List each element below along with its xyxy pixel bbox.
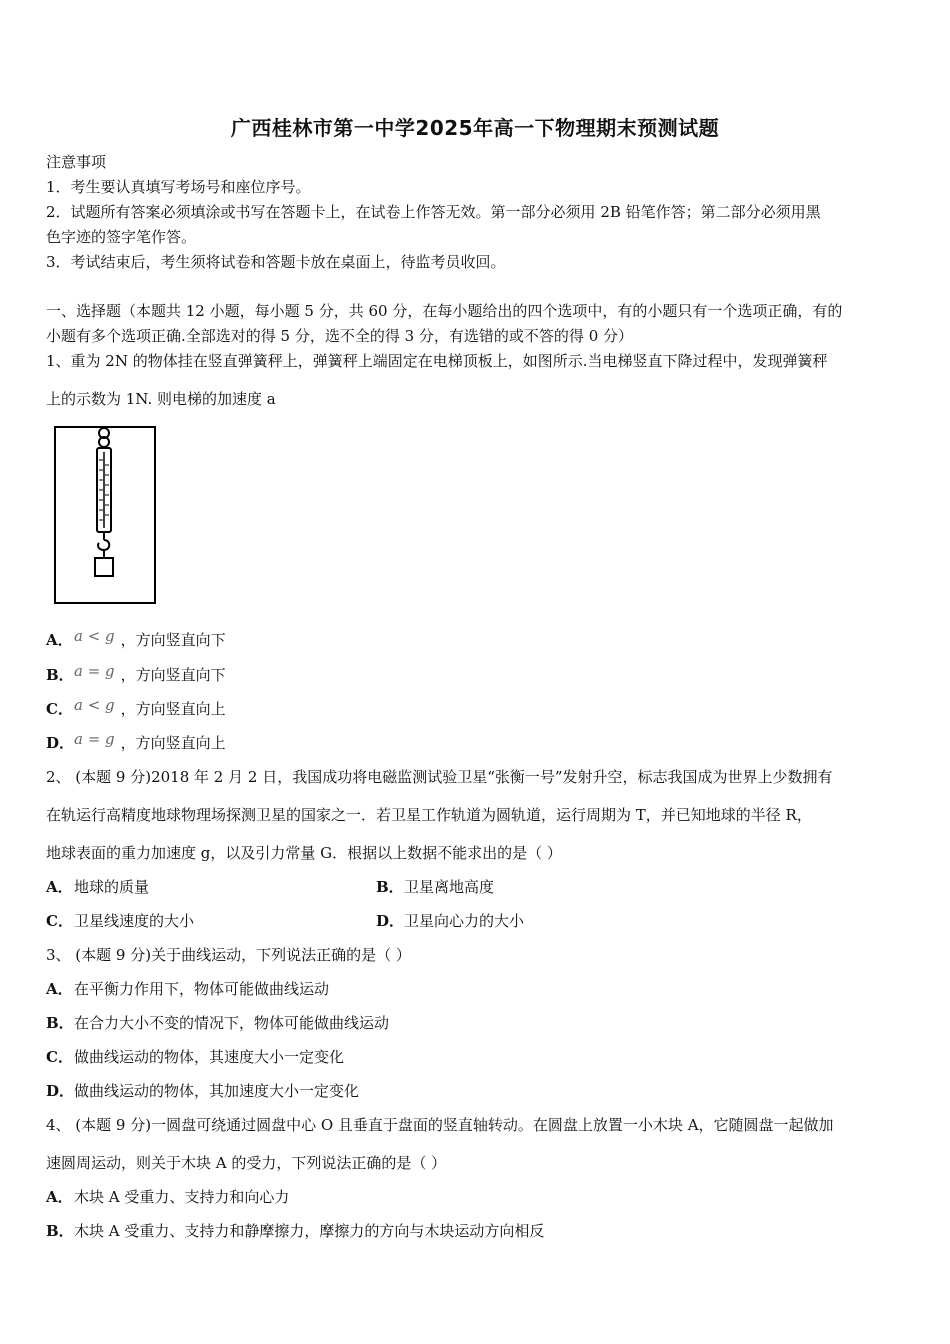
q3-stem-line-1: 3、 (本题 9 分)关于曲线运动，下列说法正确的是（ ） bbox=[46, 946, 411, 964]
q2-options-row-2 bbox=[46, 911, 906, 931]
q1-option-b[interactable]: B．a = g ，方向竖直向下 bbox=[46, 662, 226, 684]
q1-option-c-math: a < g bbox=[74, 696, 115, 714]
q1-option-a[interactable]: A．a < g ，方向竖直向下 bbox=[46, 627, 226, 649]
q3-option-c[interactable]: C．做曲线运动的物体，其速度大小一定变化 bbox=[46, 1048, 345, 1066]
q1-option-d-math: a = g bbox=[74, 730, 115, 748]
hanging-weight bbox=[95, 558, 113, 576]
q1-option-c[interactable]: C．a < g ，方向竖直向上 bbox=[46, 696, 226, 718]
notice-item-2: 2．试题所有答案必须填涂或书写在答题卡上，在试卷上作答无效。第一部分必须用 2B 铅笔作答；第二部分必须用黑 bbox=[46, 203, 821, 221]
q1-option-b-math: a = g bbox=[74, 662, 115, 680]
q1-option-a-math: a < g bbox=[74, 627, 115, 645]
spring-scale-figure bbox=[54, 426, 156, 604]
q2-stem-line-1: 2、 (本题 9 分)2018 年 2 月 2 日，我国成功将电磁监测试验卫星“张衡一号”发射升空，标志我国成为世界上少数拥有 bbox=[46, 768, 833, 786]
q2-option-d[interactable]: D．卫星向心力的大小 bbox=[376, 912, 525, 930]
q4-option-b[interactable]: B．木块 A 受重力、支持力和静摩擦力，摩擦力的方向与木块运动方向相反 bbox=[46, 1222, 545, 1240]
notice-item-2-cont: 色字迹的签字笔作答。 bbox=[46, 228, 197, 246]
q3-option-a[interactable]: A．在平衡力作用下，物体可能做曲线运动 bbox=[46, 980, 330, 998]
q2-option-c[interactable]: C．卫星线速度的大小 bbox=[46, 912, 195, 930]
section-heading-line-1: 一、选择题（本题共 12 小题，每小题 5 分，共 60 分，在每小题给出的四个选项中，有的小题只有一个选项正确，有的 bbox=[46, 302, 843, 320]
spring-scale bbox=[97, 428, 111, 558]
q1-option-d[interactable]: D．a = g ，方向竖直向上 bbox=[46, 730, 226, 752]
q4-stem-line-1: 4、 (本题 9 分)一圆盘可绕通过圆盘中心 O 且垂直于盘面的竖直轴转动。在圆盘上放置一小木块 A，它随圆盘一起做加 bbox=[46, 1116, 834, 1134]
q4-option-a[interactable]: A．木块 A 受重力、支持力和向心力 bbox=[46, 1188, 290, 1206]
notice-heading: 注意事项 bbox=[46, 153, 107, 171]
q3-option-b[interactable]: B．在合力大小不变的情况下，物体可能做曲线运动 bbox=[46, 1014, 390, 1032]
q4-stem-line-2: 速圆周运动，则关于木块 A 的受力，下列说法正确的是（ ） bbox=[46, 1154, 447, 1172]
q2-stem-line-2: 在轨运行高精度地球物理场探测卫星的国家之一．若卫星工作轨道为圆轨道，运行周期为 T，并已知地球的半径 R， bbox=[46, 806, 812, 824]
q2-stem-line-3: 地球表面的重力加速度 g，以及引力常量 G．根据以上数据不能求出的是（ ） bbox=[46, 844, 562, 862]
page-title: 广西桂林市第一中学2025年高一下物理期末预测试题 bbox=[230, 116, 720, 140]
q2-option-b[interactable]: B．卫星离地高度 bbox=[376, 878, 495, 896]
q2-options-row-1 bbox=[46, 877, 906, 897]
q2-option-a[interactable]: A．地球的质量 bbox=[46, 878, 150, 896]
notice-item-3: 3．考试结束后，考生须将试卷和答题卡放在桌面上，待监考员收回。 bbox=[46, 253, 506, 271]
q1-stem-line-1: 1、重为 2N 的物体挂在竖直弹簧秤上，弹簧秤上端固定在电梯顶板上，如图所示.当电梯竖直下降过程中，发现弹簧秤 bbox=[46, 352, 828, 370]
notice-item-1: 1．考生要认真填写考场号和座位序号。 bbox=[46, 178, 311, 196]
section-heading-line-2: 小题有多个选项正确.全部选对的得 5 分，选不全的得 3 分，有选错的或不答的得 0 分） bbox=[46, 327, 634, 345]
q1-stem-line-2: 上的示数为 1N. 则电梯的加速度 a bbox=[46, 390, 276, 408]
q3-option-d[interactable]: D．做曲线运动的物体，其加速度大小一定变化 bbox=[46, 1082, 360, 1100]
